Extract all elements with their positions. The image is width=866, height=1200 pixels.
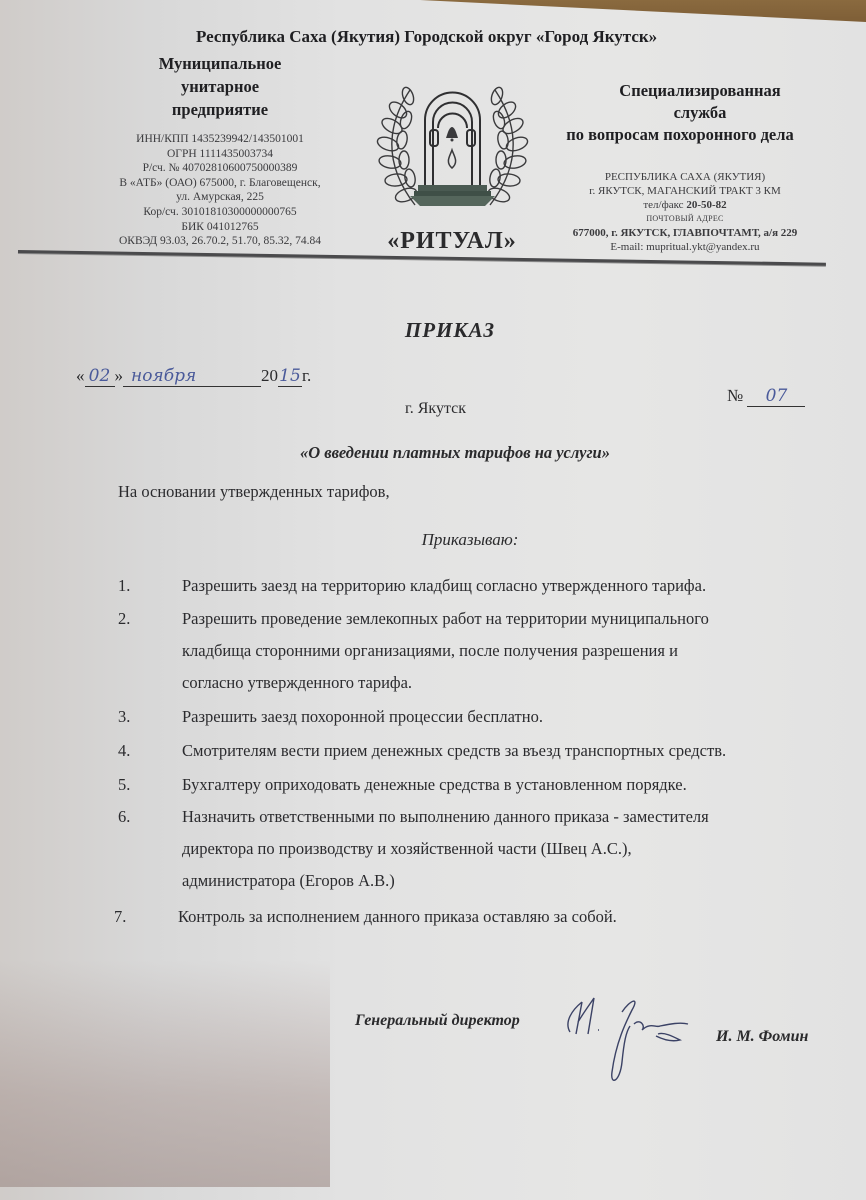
left-requisites [90,132,350,249]
item-number: 5. [118,775,131,794]
item-number: 6. [118,807,131,826]
org-line: предприятие [171,100,269,119]
order-subject: «О введении платных тарифов на услуги» [300,443,610,462]
date-day: 02 [85,366,115,387]
number-value: 07 [747,386,805,407]
order-number [727,386,805,407]
order-directive: Приказываю: [421,530,519,549]
order-item [118,735,818,767]
org-line: унитарное [180,77,260,96]
document-title: ПРИКАЗ [404,318,496,342]
item-line: Назначить ответственными по выполнению данного приказа - заместителя [182,807,709,826]
item-line: администратора (Егоров А.В.) [182,871,395,890]
order-item [118,701,818,733]
org-line: Специализированная [619,81,781,100]
item-line: Разрешить проведение землекопных работ на территории муниципального [182,609,709,628]
requisite-line: ОГРН 1111435003734 [167,147,273,160]
right-org-name [530,80,830,146]
date-month: ноября [123,366,261,387]
date-quote-close: » [114,366,123,385]
order-city: г. Якутск [405,400,467,417]
requisite-line: ул. Амурская, 225 [176,191,264,204]
address-line: РЕСПУБЛИКА САХА (ЯКУТИЯ) [604,171,766,183]
date-year-prefix: 20 [261,366,278,385]
item-line: кладбища сторонними организациями, после получения разрешения и [182,641,678,660]
phone-line [540,198,830,212]
email-link[interactable]: mupritual.ykt@yandex.ru [646,241,760,253]
requisite-line: Кор/сч. 30101810300000000765 [143,205,297,218]
item-number: 2. [118,609,131,628]
item-text [182,801,818,897]
left-org-name [120,52,320,121]
date-year-unit: г. [302,366,312,385]
requisite-line: ОКВЭД 93.03, 26.70.2, 51.70, 85.32, 74.84 [119,235,321,248]
requisite-line: БИК 041012765 [181,220,259,233]
ritual-logo-name: «РИТУАЛ» [387,228,517,254]
signatory-position: Генеральный директор [355,1012,520,1029]
requisite-line: Р/сч. № 40702810600750000389 [142,162,298,175]
item-number: 3. [118,707,131,726]
item-text: Разрешить заезд похоронной процессии бесплатно. [182,707,543,726]
item-number: 4. [118,741,131,760]
requisite-line: ИНН/КПП 1435239942/143501001 [136,133,304,145]
handwritten-signature-icon [560,982,690,1097]
order-item [118,570,818,602]
item-text: Смотрителям вести прием денежных средств за въезд транспортных средств. [182,741,727,760]
order-item [114,901,814,933]
phone-number: 20-50-82 [686,199,727,211]
email-line [540,240,830,254]
item-text: Разрешить заезд на территорию кладбищ согласно утвержденного тарифа. [182,576,707,595]
address-line: г. ЯКУТСК, МАГАНСКИЙ ТРАКТ 3 КМ [589,185,781,197]
signatory-name: И. М. Фомин [716,1028,809,1045]
item-number: 1. [118,576,131,595]
phone-label: тел/факс [643,199,687,211]
order-date [76,366,311,387]
item-number: 7. [114,907,127,926]
order-preamble: На основании утвержденных тарифов, [118,482,390,501]
letterhead-top-line: Республика Саха (Якутия) Городской округ «Город Якутск» [196,27,658,46]
order-item [118,801,818,897]
order-item [118,769,818,801]
date-quote-open: « [76,366,85,385]
order-item [118,603,818,699]
date-year-suffix: 15 [279,366,301,386]
number-label: № [727,386,744,405]
ritual-emblem-icon [370,80,535,230]
item-text: Контроль за исполнением данного приказа оставляю за собой. [178,907,617,926]
postal-label: ПОЧТОВЫЙ АДРЕС [646,214,724,223]
item-text: Бухгалтеру оприходовать денежные средства в установленном порядке. [182,775,687,794]
org-line: служба [673,103,727,122]
item-line: согласно утвержденного тарифа. [182,673,413,692]
item-line: директора по производству и хозяйственной части (Швец А.С.), [182,839,632,858]
org-line: по вопросам похоронного дела [566,125,794,144]
right-address-block [540,170,830,254]
requisite-line: В «АТБ» (ОАО) 675000, г. Благовещенск, [119,176,321,189]
postal-address: 677000, г. ЯКУТСК, ГЛАВПОЧТАМТ, а/я 229 [572,227,798,239]
item-text [182,603,818,699]
org-line: Муниципальное [158,54,282,73]
email-label: E-mail: [610,241,647,253]
